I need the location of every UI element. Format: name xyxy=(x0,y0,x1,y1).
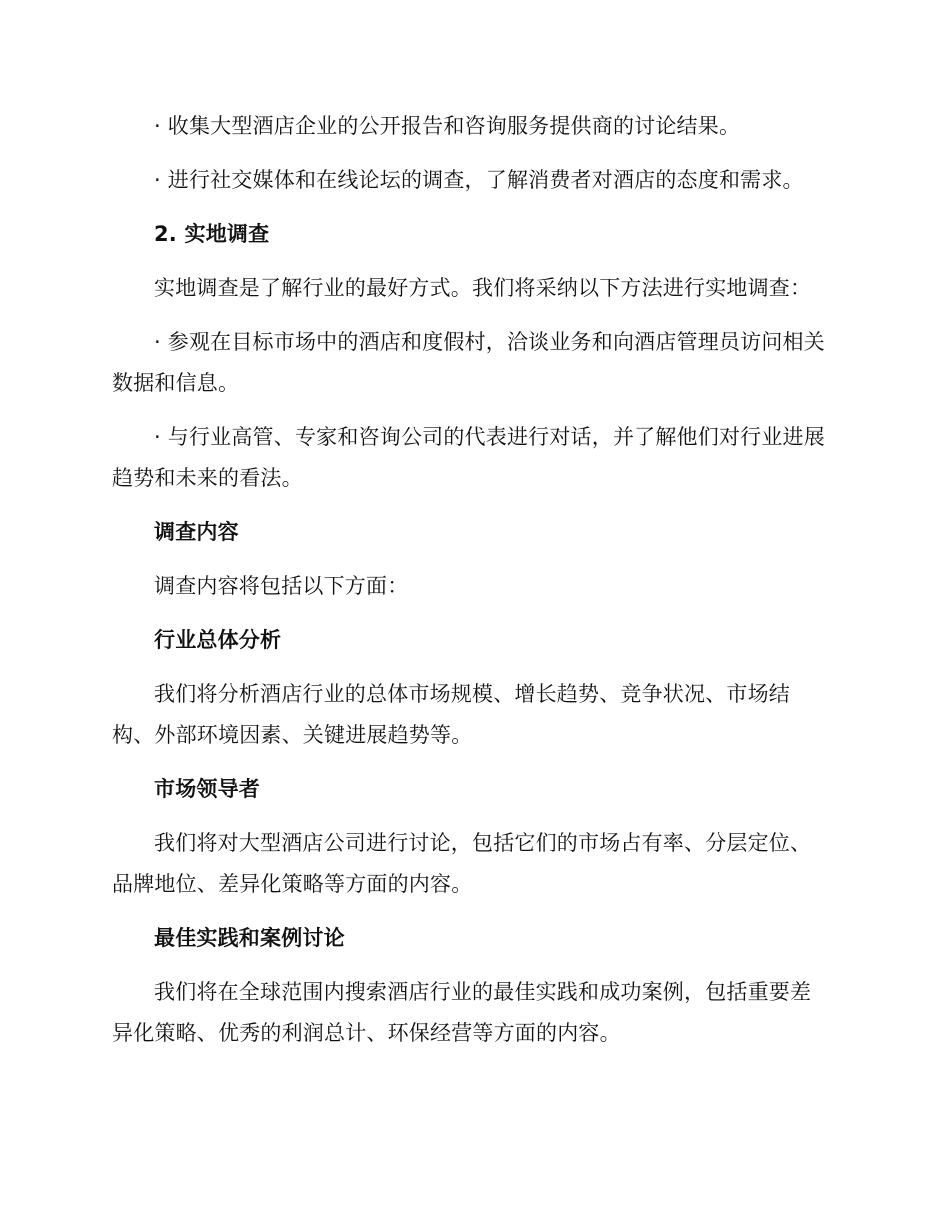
section-heading: 最佳实践和案例讨论 xyxy=(154,926,345,950)
section-heading: 调查内容 xyxy=(154,520,239,544)
body-paragraph: 实地调查是了解行业的最好方式。我们将采纳以下方法进行实地调查： xyxy=(154,276,812,300)
body-paragraph: 我们将分析酒店行业的总体市场规模、增长趋势、竞争状况、市场结构、外部环境因素、关键进展趋势等。 xyxy=(112,682,790,747)
bullet-paragraph: · 与行业高管、专家和咨询公司的代表进行对话，并了解他们对行业进展趋势和未来的看法。 xyxy=(112,425,825,490)
body-paragraph: 我们将在全球范围内搜索酒店行业的最佳实践和成功案例，包括重要差异化策略、优秀的利润总计、环保经营等方面的内容。 xyxy=(112,980,812,1045)
bullet-paragraph: · 参观在目标市场中的酒店和度假村，洽谈业务和向酒店管理员访问相关数据和信息。 xyxy=(112,330,825,395)
document-body xyxy=(112,106,832,1067)
body-paragraph: 我们将对大型酒店公司进行讨论，包括它们的市场占有率、分层定位、品牌地位、差异化策略等方面的内容。 xyxy=(112,831,812,896)
section-heading: 行业总体分析 xyxy=(154,628,282,652)
section-heading: 市场领导者 xyxy=(154,777,260,801)
section-heading: 2. 实地调查 xyxy=(154,222,270,246)
bullet-paragraph: · 收集大型酒店企业的公开报告和咨询服务提供商的讨论结果。 xyxy=(154,114,741,138)
body-paragraph: 调查内容将包括以下方面： xyxy=(154,574,409,598)
bullet-paragraph: · 进行社交媒体和在线论坛的调查，了解消费者对酒店的态度和需求。 xyxy=(154,168,804,192)
